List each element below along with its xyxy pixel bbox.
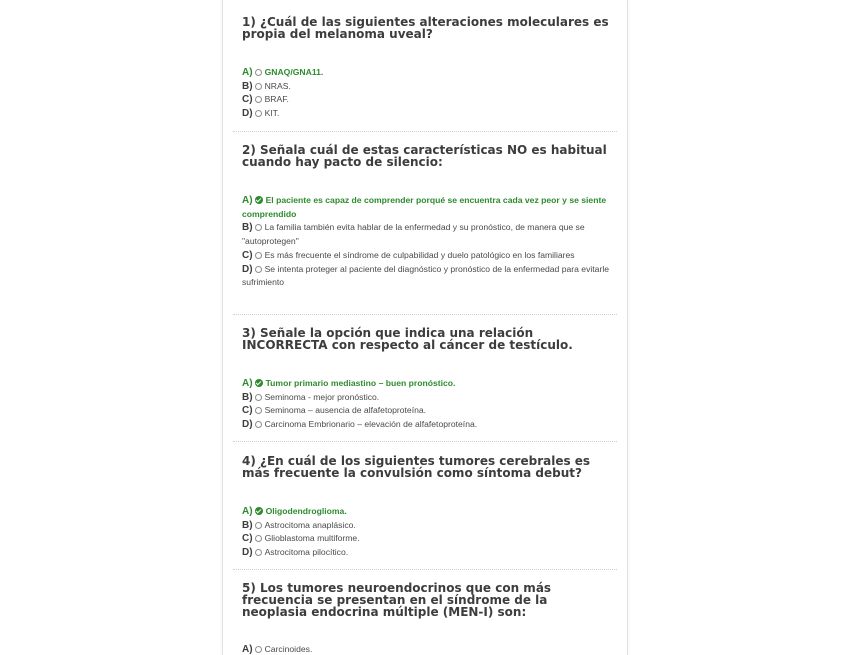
radio-icon[interactable] <box>255 266 262 273</box>
radio-icon[interactable] <box>255 110 262 117</box>
answer-option-b[interactable]: B) Astrocitoma anaplásico. <box>242 519 356 531</box>
radio-icon[interactable] <box>255 646 262 653</box>
question-title: 2) Señala cuál de estas características NO es habitual cuando hay pacto de silencio: <box>242 143 607 169</box>
radio-icon[interactable] <box>255 224 262 231</box>
radio-icon[interactable] <box>255 83 262 90</box>
question-1 <box>242 15 612 120</box>
divider <box>233 569 617 570</box>
answer-option-c[interactable]: C) Es más frecuente el síndrome de culpabilidad y duelo patológico en los familiares <box>242 249 575 261</box>
answer-option-a[interactable]: A) El paciente es capaz de comprender porqué se encuentra cada vez peor y se siente comprendido <box>242 195 607 219</box>
answer-option-d[interactable]: D) KIT. <box>242 108 280 120</box>
question-3 <box>242 326 612 431</box>
answer-option-b[interactable]: B) NRAS. <box>242 80 291 92</box>
answer-option-a[interactable]: A) GNAQ/GNA11. <box>242 67 324 78</box>
answer-list <box>242 194 612 290</box>
question-4 <box>242 454 612 559</box>
answer-option-c[interactable]: C) Seminoma – ausencia de alfafetoproteína. <box>242 405 427 417</box>
radio-icon[interactable] <box>255 69 262 76</box>
radio-icon[interactable] <box>255 421 262 428</box>
radio-icon[interactable] <box>255 394 262 401</box>
radio-icon[interactable] <box>255 549 262 556</box>
answer-list <box>242 643 612 655</box>
answer-option-c[interactable]: C) Glioblastoma multiforme. <box>242 533 360 545</box>
radio-icon[interactable] <box>255 96 262 103</box>
radio-icon[interactable] <box>255 535 262 542</box>
divider <box>233 131 617 132</box>
check-circle-icon <box>255 196 263 204</box>
answer-option-a[interactable]: A) Oligodendroglioma. <box>242 506 347 517</box>
answer-list <box>242 505 612 560</box>
radio-icon[interactable] <box>255 407 262 414</box>
answer-option-b[interactable]: B) La familia también evita hablar de la enfermedad y su pronóstico, de manera que se "autoprotegen" <box>242 222 585 247</box>
quiz-card <box>222 0 628 655</box>
check-circle-icon <box>255 379 263 387</box>
question-title: 5) Los tumores neuroendocrinos que con más frecuencia se presentan en el síndrome de la neoplasia endocrina múltiple (MEN-I) son: <box>242 581 552 619</box>
question-2 <box>242 143 612 288</box>
answer-list <box>242 66 612 121</box>
answer-option-d[interactable]: D) Se intenta proteger al paciente del diagnóstico y pronóstico de la enfermedad para evitarle sufrimiento <box>242 263 610 288</box>
question-title: 4) ¿En cuál de los siguientes tumores cerebrales es más frecuente la convulsión como síntoma debut? <box>242 454 591 480</box>
question-5 <box>242 581 612 655</box>
divider <box>233 314 617 315</box>
divider <box>233 441 617 442</box>
radio-icon[interactable] <box>255 522 262 529</box>
answer-list <box>242 377 612 432</box>
answer-option-b[interactable]: B) Seminoma - mejor pronóstico. <box>242 391 380 403</box>
radio-icon[interactable] <box>255 252 262 259</box>
answer-option-c[interactable]: C) BRAF. <box>242 94 289 106</box>
check-circle-icon <box>255 507 263 515</box>
answer-option-a[interactable]: A) Carcinoides. <box>242 644 313 655</box>
answer-option-d[interactable]: D) Astrocitoma pilocítico. <box>242 547 349 559</box>
answer-option-a[interactable]: A) Tumor primario mediastino – buen pronóstico. <box>242 378 456 389</box>
question-title: 3) Señale la opción que indica una relación INCORRECTA con respecto al cáncer de testículo. <box>242 326 573 352</box>
question-title: 1) ¿Cuál de las siguientes alteraciones moleculares es propia del melanoma uveal? <box>242 15 609 41</box>
answer-option-d[interactable]: D) Carcinoma Embrionario – elevación de alfafetoproteína. <box>242 419 478 431</box>
